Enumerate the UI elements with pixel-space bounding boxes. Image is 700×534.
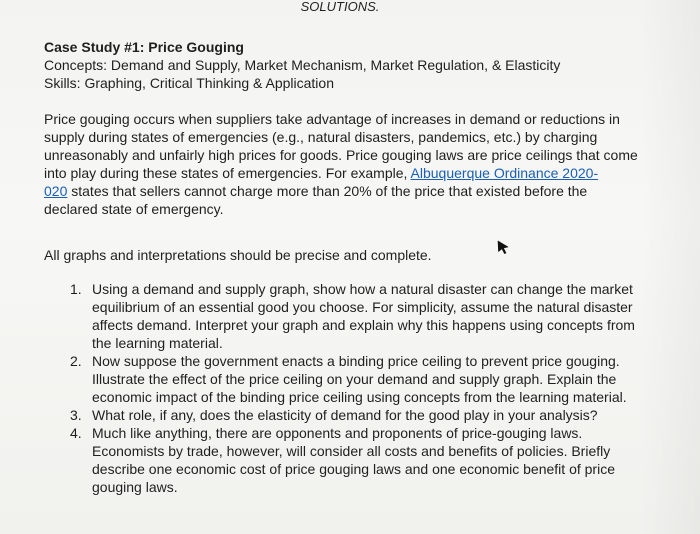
- intro-text: into play during these states of emergencies. For example,: [44, 165, 411, 181]
- question-item: [62, 406, 672, 424]
- instruction-text: All graphs and interpretations should be precise and complete.: [44, 247, 432, 263]
- question-text: describe one economic cost of price gouging laws and one economic benefit of price: [92, 461, 615, 477]
- intro-line: unreasonably and unfairly high prices for goods. Price gouging laws are price ceilings that come: [44, 147, 638, 163]
- question-text: Now suppose the government enacts a binding price ceiling to prevent price gouging.: [92, 353, 620, 369]
- question-number: 4.: [70, 425, 82, 441]
- question-item: [62, 424, 672, 496]
- question-list: [62, 280, 672, 496]
- question-item: [62, 352, 672, 406]
- solutions-label: SOLUTIONS.: [300, 0, 380, 14]
- question-text: What role, if any, does the elasticity of demand for the good play in your analysis?: [92, 407, 598, 423]
- concepts-line: Concepts: Demand and Supply, Market Mechanism, Market Regulation, & Elasticity: [44, 57, 561, 73]
- ordinance-link-continued[interactable]: 020: [44, 183, 68, 199]
- intro-line: supply during states of emergencies (e.g., natural disasters, pandemics, etc.) by charging: [44, 129, 598, 145]
- mouse-pointer-icon: [496, 240, 510, 254]
- intro-text: states that sellers cannot charge more than 20% of the price that existed before the: [67, 183, 588, 199]
- intro-line-with-link: [44, 182, 664, 200]
- question-text: the learning material.: [92, 335, 223, 351]
- case-study-title: Case Study #1: Price Gouging: [44, 39, 244, 55]
- intro-line: Price gouging occurs when suppliers take advantage of increases in demand or reductions in: [44, 111, 620, 127]
- question-item: [62, 280, 672, 352]
- question-number: 3.: [70, 407, 82, 423]
- question-text: Economists by trade, however, will consider all costs and benefits of policies. Briefly: [92, 443, 611, 459]
- question-text: equilibrium of an essential good you choose. For simplicity, assume the natural disaster: [92, 299, 633, 315]
- intro-line-with-link: [44, 164, 664, 182]
- question-text: gouging laws.: [92, 479, 178, 495]
- ordinance-link[interactable]: Albuquerque Ordinance 2020-: [410, 165, 599, 181]
- question-number: 1.: [70, 281, 82, 297]
- question-text: Using a demand and supply graph, show how a natural disaster can change the market: [92, 281, 633, 297]
- question-text: affects demand. Interpret your graph and explain why this happens using concepts from: [92, 317, 635, 333]
- intro-paragraph: [44, 110, 664, 218]
- intro-line: declared state of emergency.: [44, 201, 224, 217]
- question-number: 2.: [70, 353, 82, 369]
- skills-line: Skills: Graphing, Critical Thinking & Application: [44, 75, 334, 91]
- question-text: Illustrate the effect of the price ceiling on your demand and supply graph. Explain the: [92, 371, 617, 387]
- question-text: Much like anything, there are opponents and proponents of price-gouging laws.: [92, 425, 583, 441]
- case-study-header: [44, 38, 664, 92]
- question-text: economic impact of the binding price ceiling using concepts from the learning material.: [92, 389, 627, 405]
